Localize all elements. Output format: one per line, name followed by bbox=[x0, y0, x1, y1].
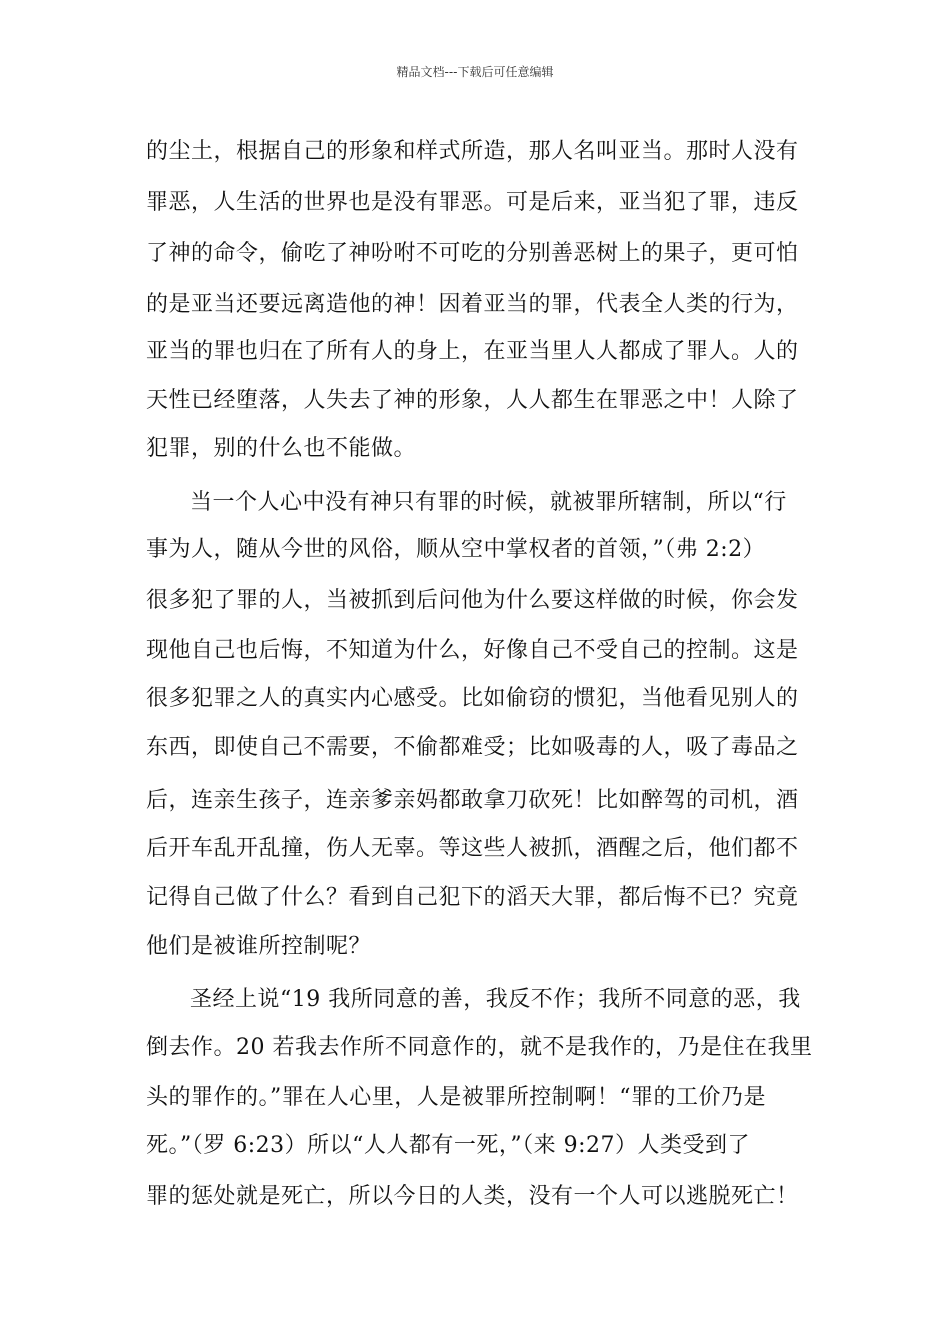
paragraph-1-line-5: 亚当的罪也归在了所有人的身上，在亚当里人人都成了罪人。人的 bbox=[146, 339, 799, 364]
paragraph-1-line-3: 了神的命令，偷吃了神吩咐不可吃的分别善恶树上的果子，更可怕 bbox=[146, 241, 799, 266]
paragraph-1-line-2: 罪恶，人生活的世界也是没有罪恶。可是后来，亚当犯了罪，违反 bbox=[146, 190, 799, 215]
paragraph-1-line-1: 的尘土，根据自己的形象和样式所造，那人名叫亚当。那时人没有 bbox=[146, 139, 799, 164]
paragraph-2-line-8: 后开车乱开乱撞，伤人无辜。等这些人被抓，酒醒之后，他们都不 bbox=[146, 836, 799, 861]
page-header: 精品文档---下载后可任意编辑 bbox=[396, 65, 554, 79]
paragraph-1-line-6: 天性已经堕落，人失去了神的形象，人人都生在罪恶之中！人除了 bbox=[146, 388, 799, 413]
paragraph-3-line-4: 死。”（罗 6:23）所以“人人都有一死，”（来 9:27）人类受到了 bbox=[146, 1133, 751, 1158]
paragraph-3-line-3: 头的罪作的。”罪在人心里，人是被罪所控制啊！“罪的工价乃是 bbox=[146, 1085, 766, 1110]
paragraph-1-line-7: 犯罪，别的什么也不能做。 bbox=[146, 436, 417, 461]
paragraph-2-line-4: 现他自己也后悔，不知道为什么，好像自己不受自己的控制。这是 bbox=[146, 638, 799, 663]
paragraph-2-line-1: 当一个人心中没有神只有罪的时候，就被罪所辖制，所以“行 bbox=[190, 490, 787, 515]
paragraph-2-line-9: 记得自己做了什么？看到自己犯下的滔天大罪，都后悔不已？究竟 bbox=[146, 885, 799, 910]
paragraph-2-line-7: 后，连亲生孩子，连亲爹亲妈都敢拿刀砍死！比如醉驾的司机，酒 bbox=[146, 788, 799, 813]
paragraph-3-line-2: 倒去作。20 若我去作所不同意作的，就不是我作的，乃是住在我里 bbox=[146, 1035, 813, 1060]
paragraph-2-line-10: 他们是被谁所控制呢？ bbox=[146, 934, 372, 959]
paragraph-3-line-1: 圣经上说“19 我所同意的善，我反不作；我所不同意的恶，我 bbox=[190, 987, 801, 1012]
paragraph-2-line-3: 很多犯了罪的人，当被抓到后问他为什么要这样做的时候，你会发 bbox=[146, 588, 799, 613]
paragraph-2-line-6: 东西，即使自己不需要，不偷都难受；比如吸毒的人，吸了毒品之 bbox=[146, 735, 799, 760]
paragraph-2-line-5: 很多犯罪之人的真实内心感受。比如偷窃的惯犯，当他看见别人的 bbox=[146, 686, 799, 711]
paragraph-1-line-4: 的是亚当还要远离造他的神！因着亚当的罪，代表全人类的行为， bbox=[146, 292, 799, 317]
paragraph-3-line-5: 罪的惩处就是死亡，所以今日的人类，没有一个人可以逃脱死亡！ bbox=[146, 1184, 799, 1209]
paragraph-2-line-2: 事为人，随从今世的风俗，顺从空中掌权者的首领，”（弗 2:2） bbox=[146, 537, 766, 562]
